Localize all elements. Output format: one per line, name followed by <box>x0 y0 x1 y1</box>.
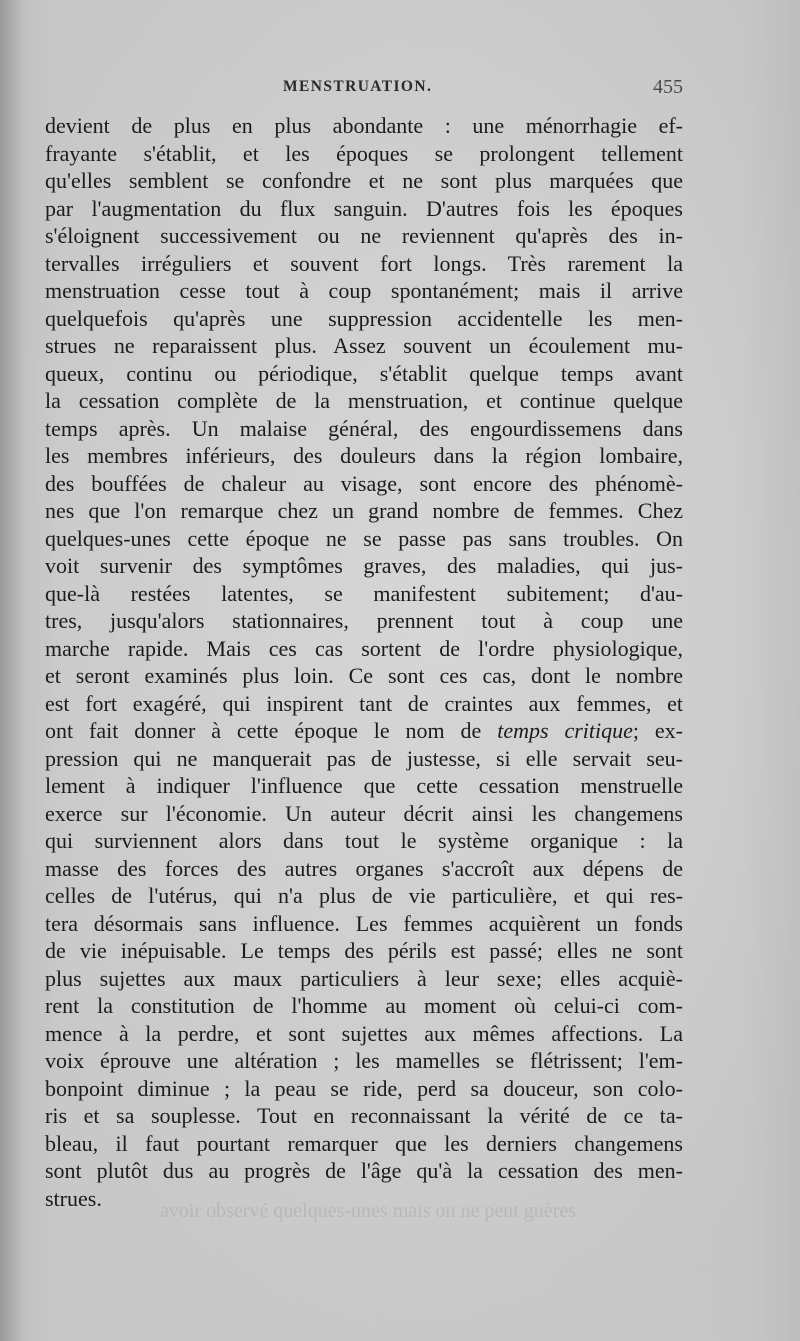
text-line: devient de plus en plus abondante : une ménorrhagie ef- <box>45 113 683 138</box>
text-line: quelquefois qu'après une suppression accidentelle les men- <box>45 305 683 331</box>
text-line: nes que l'on remarque chez un grand nombre de femmes. Chez <box>45 498 683 523</box>
italic-term: temps critique <box>497 718 633 743</box>
text-line: qu'elles semblent se confondre et ne sont plus marquées que <box>45 168 683 193</box>
text-line: que-là restées latentes, se manifestent subitement; d'au- <box>45 580 683 606</box>
text-line: pression qui ne manquerait pas de justesse, si elle servait seu- <box>45 745 683 771</box>
binding-shadow <box>0 0 26 1341</box>
text-line: sont plutôt dus au progrès de l'âge qu'à la cessation des men- <box>45 1158 683 1183</box>
text-line: temps après. Un malaise général, des engourdissemens dans <box>45 415 683 441</box>
text-line <box>45 717 683 745</box>
text-line: tera désormais sans influence. Les femmes acquièrent un fonds <box>45 910 683 936</box>
text-line: lement à indiquer l'influence que cette cessation menstruelle <box>45 773 683 798</box>
text-line: frayante s'établit, et les époques se prolongent tellement <box>45 140 683 166</box>
text-line: les membres inférieurs, des douleurs dans la région lombaire, <box>45 443 683 468</box>
text-line: voit survenir des symptômes graves, des maladies, qui jus- <box>45 553 683 578</box>
text-line: strues ne reparaissent plus. Assez souvent un écoulement mu- <box>45 333 683 358</box>
text-line: masse des forces des autres organes s'accroît aux dépens de <box>45 855 683 881</box>
text-line: par l'augmentation du flux sanguin. D'autres fois les époques <box>45 195 683 221</box>
text-run: ; ex- <box>632 718 683 743</box>
text-line: tervalles irréguliers et souvent fort longs. Très rarement la <box>45 250 683 276</box>
running-title: MENSTRUATION. <box>283 78 433 95</box>
text-line: mence à la perdre, et sont sujettes aux mêmes affections. La <box>45 1020 683 1046</box>
text-line: exerce sur l'économie. Un auteur décrit ainsi les changemens <box>45 800 683 826</box>
text-line: des bouffées de chaleur au visage, sont encore des phénomè- <box>45 470 683 496</box>
text-line: de vie inépuisable. Le temps des périls est passé; elles ne sont <box>45 938 683 963</box>
text-line: s'éloignent successivement ou ne reviennent qu'après des in- <box>45 223 683 248</box>
text-line: ris et sa souplesse. Tout en reconnaissant la vérité de ce ta- <box>45 1103 683 1128</box>
text-line: bleau, il faut pourtant remarquer que les derniers changemens <box>45 1130 683 1156</box>
text-run: ont fait donner à cette époque le nom de <box>45 718 498 743</box>
text-line: queux, continu ou périodique, s'établit quelque temps avant <box>45 360 683 386</box>
page-number: 455 <box>653 76 683 98</box>
text-line: plus sujettes aux maux particuliers à leur sexe; elles acquiè- <box>45 965 683 991</box>
text-line: tres, jusqu'alors stationnaires, prennent tout à coup une <box>45 608 683 633</box>
text-line: qui surviennent alors dans tout le système organique : la <box>45 828 683 853</box>
text-line: la cessation complète de la menstruation, et continue quelque <box>45 388 683 413</box>
text-line: quelques-unes cette époque ne se passe pas sans troubles. On <box>45 525 683 551</box>
show-through-text: avoir observé quelques-unes mais on ne peut guères <box>160 1200 576 1222</box>
text-line: marche rapide. Mais ces cas sortent de l'ordre physiologique, <box>45 635 683 661</box>
body-text <box>45 112 683 1212</box>
text-line: bonpoint diminue ; la peau se ride, perd sa douceur, son colo- <box>45 1075 683 1101</box>
text-line: voix éprouve une altération ; les mamelles se flétrissent; l'em- <box>45 1048 683 1073</box>
text-line: et seront examinés plus loin. Ce sont ces cas, dont le nombre <box>45 663 683 688</box>
text-line: celles de l'utérus, qui n'a plus de vie particulière, et qui res- <box>45 883 683 908</box>
text-line: menstruation cesse tout à coup spontanément; mais il arrive <box>45 278 683 303</box>
text-line: est fort exagéré, qui inspirent tant de craintes aux femmes, et <box>45 690 683 716</box>
text-line: strues. <box>45 1185 102 1211</box>
text-line: rent la constitution de l'homme au moment où celui-ci com- <box>45 993 683 1018</box>
running-head <box>45 78 683 102</box>
